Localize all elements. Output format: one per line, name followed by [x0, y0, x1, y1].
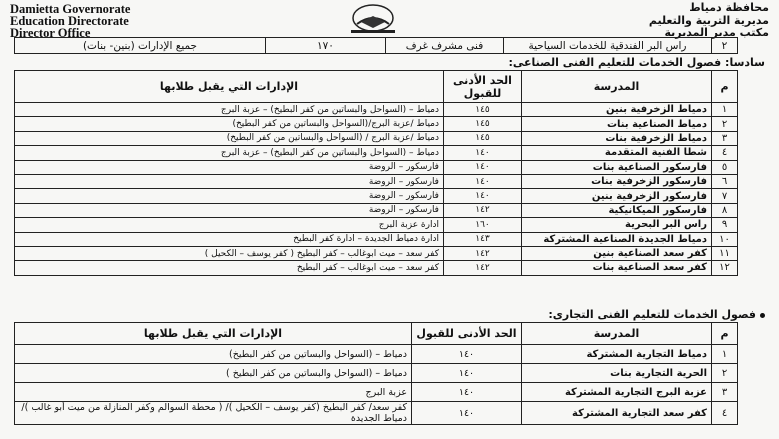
- min-score: ١٤٢: [444, 203, 522, 217]
- table-row: [15, 189, 738, 203]
- col-header-school: المدرسة: [522, 71, 712, 103]
- school-name: شطا الفنية المتقدمة: [522, 146, 712, 160]
- min-score: ١٤٠: [444, 160, 522, 174]
- row-number: ١: [712, 103, 738, 117]
- table-row: [15, 146, 738, 160]
- admin-areas: عزبة البرج: [15, 383, 412, 402]
- admin-areas: فارسكور – الروضة: [15, 174, 444, 188]
- admin-areas: كفر سعد – ميت ابوغالب – كفر البطيخ ( كفر يوسف – الكحيل ): [15, 246, 444, 260]
- section-title-industrial: سادسا: فصول الخدمات للتعليم الفنى الصناعى:: [508, 56, 765, 69]
- admin-areas: دمياط – (السواحل والبساتين من كفر البطيخ) – عزبة البرج: [15, 103, 444, 117]
- admin-areas: دمياط – (السواحل والبساتين من كفر البطيخ ): [15, 364, 412, 383]
- col-header-score: الحد الأدنى للقبول: [444, 71, 522, 103]
- min-score: ١٤٠: [412, 402, 522, 425]
- min-score: ١٤٠: [412, 383, 522, 402]
- school-name: الحرية التجارية بنات: [522, 364, 712, 383]
- row-number: ٣: [712, 131, 738, 145]
- school-name: دمياط الجديدة الصناعية المشتركة: [522, 232, 712, 246]
- school-name: كفر سعد الصناعية بنات: [522, 261, 712, 275]
- min-score: ١٤٥: [444, 103, 522, 117]
- table-row: [15, 131, 738, 145]
- school-name: دمياط التجارية المشتركة: [522, 345, 712, 364]
- table-row: [15, 38, 738, 54]
- row-number: ١٢: [712, 261, 738, 275]
- table-header-row: [15, 323, 738, 345]
- col-header-school: المدرسة: [522, 323, 712, 345]
- bullet-icon: [760, 313, 765, 318]
- table-row: [15, 117, 738, 131]
- admin-areas: فارسكور – الروضة: [15, 203, 444, 217]
- min-score: ١٤٠: [444, 189, 522, 203]
- admin-areas: دمياط – (السواحل والبساتين من كفر البطيخ) – عزبة البرج: [15, 146, 444, 160]
- row-number: ٤: [712, 146, 738, 160]
- admin-areas: كفر سعد/ كفر البطيخ (كفر يوسف – الكحيل )/ ( محطة السوالم وكفر المنازلة من ميت أبو غالب )/ دمياط الجديدة: [15, 402, 412, 425]
- en-header-line-2: Education Directorate: [10, 14, 129, 28]
- min-score: ١٤٣: [444, 232, 522, 246]
- industrial-services-table: [14, 70, 738, 276]
- english-header: [10, 3, 130, 39]
- table-row: [15, 364, 738, 383]
- specialization: فنى مشرف غرف: [386, 38, 504, 54]
- table-row: [15, 232, 738, 246]
- row-number: ٩: [712, 218, 738, 232]
- ar-header-line-1: محافظة دمياط: [689, 1, 769, 14]
- min-score: ١٤٠: [444, 174, 522, 188]
- min-score: ١٤٥: [444, 117, 522, 131]
- commercial-services-table: [14, 322, 738, 425]
- admin-areas: ادارة عزبة البرج: [15, 218, 444, 232]
- row-number: ٨: [712, 203, 738, 217]
- top-continuation-table: [14, 37, 738, 54]
- row-number: ١٠: [712, 232, 738, 246]
- en-header-line-1: Damietta Governorate: [10, 2, 131, 16]
- table-row: [15, 203, 738, 217]
- school-name: دمياط الزخرفية بنات: [522, 131, 712, 145]
- ministry-logo-icon: [345, 2, 401, 36]
- table-row: [15, 246, 738, 260]
- table-row: [15, 261, 738, 275]
- col-header-score: الحد الأدنى للقبول: [412, 323, 522, 345]
- table-header-row: [15, 71, 738, 103]
- school-name: كفر سعد التجارية المشتركة: [522, 402, 712, 425]
- ar-header-line-3: مكتب مدير المديرية: [664, 26, 769, 39]
- row-number: ٤: [712, 402, 738, 425]
- arabic-header: [649, 2, 769, 40]
- col-header-admin: الإدارات التي يقبل طلابها: [15, 323, 412, 345]
- row-number: ١١: [712, 246, 738, 260]
- school-name: دمياط الصناعية بنات: [522, 117, 712, 131]
- table-row: [15, 218, 738, 232]
- school-name: عزبة البرج التجارية المشتركة: [522, 383, 712, 402]
- min-score: ١٤٠: [444, 146, 522, 160]
- school-name: كفر سعد الصناعية بنين: [522, 246, 712, 260]
- min-score: ١٤٠: [412, 364, 522, 383]
- admin-areas: كفر سعد – ميت ابوغالب – كفر البطيخ: [15, 261, 444, 275]
- admin-areas: دمياط /عزبة البرج/(السواحل والبساتين من كفر البطيخ): [15, 117, 444, 131]
- row-number: ٢: [712, 117, 738, 131]
- school-name: راس البر البحرية: [522, 218, 712, 232]
- school-name: فارسكور الزخرفية بنات: [522, 174, 712, 188]
- admin-areas: ادارة دمياط الجديدة – ادارة كفر البطيخ: [15, 232, 444, 246]
- school-name: فارسكور الميكانيكية: [522, 203, 712, 217]
- col-header-num: م: [712, 71, 738, 103]
- school-name: فارسكور الزخرفية بنين: [522, 189, 712, 203]
- min-score: ١٧٠: [266, 38, 386, 54]
- row-number: ٥: [712, 160, 738, 174]
- table-row: [15, 402, 738, 425]
- admin-areas: دمياط – (السواحل والبساتين من كفر البطيخ): [15, 345, 412, 364]
- table-row: [15, 345, 738, 364]
- admin-areas: فارسكور – الروضة: [15, 189, 444, 203]
- school-name: فارسكور الصناعية بنات: [522, 160, 712, 174]
- row-number: ٣: [712, 383, 738, 402]
- school-name: دمياط الزخرفية بنين: [522, 103, 712, 117]
- table-row: [15, 174, 738, 188]
- section-title-commercial: [548, 308, 765, 321]
- admin-areas: جميع الإدارات (بنين- بنات): [15, 38, 266, 54]
- table-row: [15, 103, 738, 117]
- row-number: ٢: [712, 38, 738, 54]
- col-header-admin: الإدارات التي يقبل طلابها: [15, 71, 444, 103]
- section-title-commercial-text: فصول الخدمات للتعليم الفنى التجارى:: [548, 308, 756, 321]
- admin-areas: دمياط /عزبة البرج / (السواحل والبساتين من كفر البطيخ): [15, 131, 444, 145]
- row-number: ٧: [712, 189, 738, 203]
- min-score: ١٦٠: [444, 218, 522, 232]
- en-header-line-3: Director Office: [10, 26, 91, 40]
- row-number: ١: [712, 345, 738, 364]
- min-score: ١٤٠: [412, 345, 522, 364]
- table-row: [15, 383, 738, 402]
- col-header-num: م: [712, 323, 738, 345]
- row-number: ٦: [712, 174, 738, 188]
- row-number: ٢: [712, 364, 738, 383]
- admin-areas: فارسكور – الروضة: [15, 160, 444, 174]
- min-score: ١٤٥: [444, 131, 522, 145]
- min-score: ١٤٢: [444, 261, 522, 275]
- school-name: راس البر الفندقية للخدمات السياحية: [504, 38, 712, 54]
- ar-header-line-2: مديرية التربية والتعليم: [648, 13, 769, 27]
- table-row: [15, 160, 738, 174]
- min-score: ١٤٢: [444, 246, 522, 260]
